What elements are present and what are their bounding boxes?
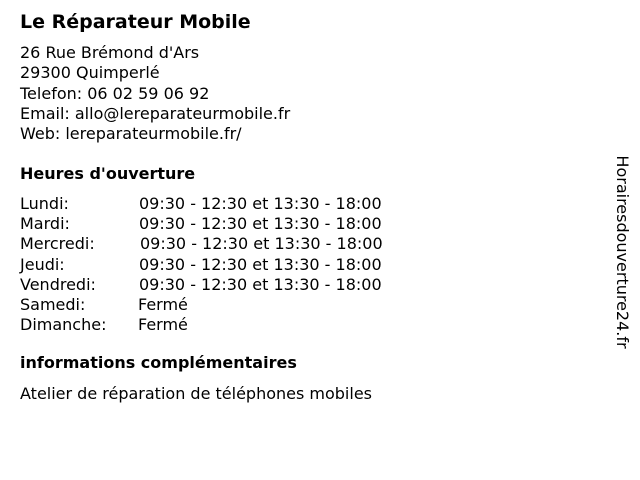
day-label: Mardi: <box>20 214 70 234</box>
day-label: Mercredi: <box>20 234 95 254</box>
business-name: Le Réparateur Mobile <box>20 11 251 33</box>
day-label: Dimanche: <box>20 315 107 335</box>
day-label: Vendredi: <box>20 274 96 294</box>
day-hours: 09:30 - 12:30 et 13:30 - 18:00 <box>139 194 382 213</box>
site-watermark: Horairesdouverture24.fr <box>613 155 632 349</box>
additional-info-text: Atelier de réparation de téléphones mobiles <box>20 384 372 403</box>
email-address: Email: allo@lereparateurmobile.fr <box>20 103 291 123</box>
day-hours: 09:30 - 12:30 et 13:30 - 18:00 <box>140 234 383 254</box>
phone-number: Telefon: 06 02 59 06 92 <box>20 83 210 103</box>
opening-hours-heading: Heures d'ouverture <box>20 164 196 183</box>
day-label: Lundi: <box>20 194 69 213</box>
website: Web: lereparateurmobile.fr/ <box>20 124 242 144</box>
day-label: Jeudi: <box>20 254 65 274</box>
address-street: 26 Rue Brémond d'Ars <box>20 43 200 62</box>
address-city: 29300 Quimperlé <box>20 63 160 83</box>
day-hours: 09:30 - 12:30 et 13:30 - 18:00 <box>139 274 382 294</box>
additional-info-heading: informations complémentaires <box>20 353 297 372</box>
business-contact-block <box>20 43 290 144</box>
day-label: Samedi: <box>20 294 86 314</box>
day-hours: Fermé <box>138 315 188 335</box>
day-hours: 09:30 - 12:30 et 13:30 - 18:00 <box>139 214 382 234</box>
day-hours: 09:30 - 12:30 et 13:30 - 18:00 <box>139 254 382 274</box>
day-hours: Fermé <box>138 294 188 314</box>
